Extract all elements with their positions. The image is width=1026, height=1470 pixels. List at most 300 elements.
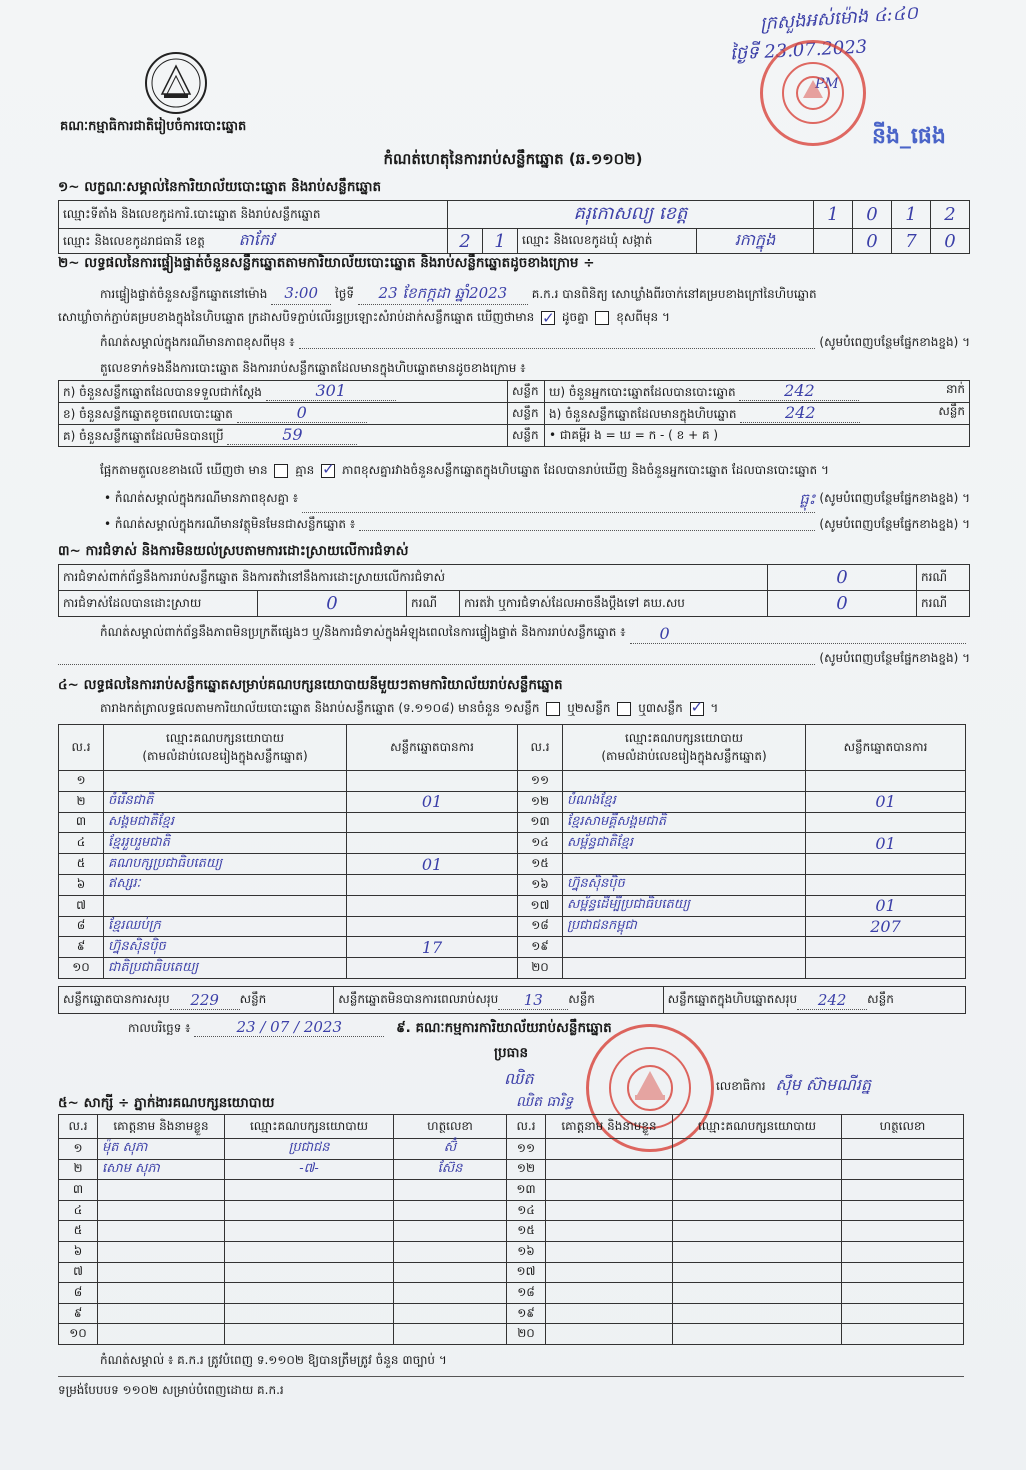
witness-party <box>225 1262 394 1283</box>
result-party <box>563 854 806 875</box>
col-party-label: ឈ្មោះគណបក្សនយោបាយ <box>165 730 285 745</box>
province-row <box>59 229 448 254</box>
witness-signature <box>842 1262 964 1283</box>
figure-unit: សន្លឹក <box>938 404 965 418</box>
witness-row <box>59 1159 964 1180</box>
figure-value: 242 <box>739 381 859 401</box>
result-row <box>59 958 966 979</box>
location-code-digit: 0 <box>853 201 892 229</box>
witness-signature <box>842 1180 964 1201</box>
total-invalid-value: 13 <box>498 991 568 1010</box>
appeal-value: 0 <box>768 591 917 617</box>
witness-name <box>546 1139 673 1160</box>
location-code-digit: 2 <box>931 201 970 229</box>
col-name: គោត្តនាម និងនាមខ្លួន <box>546 1115 673 1139</box>
handwritten-date: ថ្ងៃទី 23.07.2023 <box>729 36 868 65</box>
col-party: ឈ្មោះគណបក្សនយោបាយ <box>673 1115 842 1139</box>
witness-signature <box>842 1241 964 1262</box>
fill-note: (សូមបំពេញបន្ថែមផ្នែកខាងខ្នង) ។ <box>819 335 970 349</box>
col-party <box>104 725 347 771</box>
objection-value: 0 <box>768 565 917 591</box>
form-title: កំណត់ហេតុនៃការរាប់សន្លឹកឆ្នោត (ឆ.១១០២) <box>383 150 643 168</box>
section1-title: ១~ លក្ខណៈសម្គាល់នៃការិយាល័យបោះឆ្នោត និងរាប់សន្លឹកឆ្នោត <box>58 179 382 195</box>
total-invalid-unit: សន្លឹក <box>568 992 595 1006</box>
figure-label: ក) ចំនួនសន្លឹកឆ្នោតដែលបានទទួលជាក់ស្តែង <box>63 385 262 399</box>
witness-party <box>673 1200 842 1221</box>
p1-text-a: ការផ្ទៀងផ្ទាត់ចំនួនសន្លឹកឆ្នោតនៅម៉ោង <box>100 287 268 301</box>
result-row <box>59 771 966 792</box>
result-no: ១០ <box>59 958 104 979</box>
witness-no: ៨ <box>59 1283 98 1304</box>
sign-date-row <box>128 1018 612 1039</box>
result-row <box>59 916 966 937</box>
witness-row <box>59 1324 964 1345</box>
location-label: ឈ្មោះទីតាំង និងលេខកូដការិ.បោះឆ្នោត និងរាប់សន្លឹកឆ្នោត <box>59 201 448 229</box>
witness-signature <box>394 1180 507 1201</box>
result-row <box>59 874 966 895</box>
witness-name <box>98 1221 225 1242</box>
commune-code-blank <box>814 229 853 254</box>
result-party: ប្រជាជនកម្ពុជា <box>563 916 806 937</box>
result-party: ខ្មែរសាមគ្គីសង្គមជាតិ <box>563 812 806 833</box>
total-valid-unit: សន្លឹក <box>239 992 267 1006</box>
p1-text-d: សោឃ្លាំចាក់ភ្ជាប់គម្របខាងក្នុងនៃហិបឆ្នោត ក្រដាសបិទភ្ជាប់លើរន្ធប្រឡោះសំរាប់ដាក់សន្លឹកឆ្នោត ឃើញថាមាន <box>58 310 535 324</box>
diff-text-c: ភាពខុសគ្នារវាងចំនួនសន្លឹកឆ្នោតក្នុងហិបឆ្នោត ដែលបានរាប់ឃើញ និងចំនួនអ្នកបោះឆ្នោត ដែលបានបោះឆ្នោត ។ <box>341 463 829 477</box>
witness-signature <box>842 1221 964 1242</box>
appeal-label: ការតវ៉ា ឬការជំទាស់ដែលអាចនឹងប្តឹងទៅ គឃ.សប <box>460 591 768 617</box>
witness-signature <box>842 1324 964 1345</box>
irregularity-note-row <box>100 624 970 644</box>
col-sign: ហត្ថលេខា <box>842 1115 964 1139</box>
result-no: ១៣ <box>518 812 563 833</box>
result-no: ៣ <box>59 812 104 833</box>
figure-unit: សន្លឹក <box>508 381 545 403</box>
result-party <box>104 895 347 916</box>
witness-party <box>673 1324 842 1345</box>
section1-table <box>58 200 970 254</box>
witness-signature <box>394 1241 507 1262</box>
witness-name <box>98 1262 225 1283</box>
secretary-label: លេខាធិការ <box>716 1079 766 1093</box>
result-no: ៩ <box>59 937 104 958</box>
commune-code-digit: 7 <box>892 229 931 254</box>
result-no: ១ <box>59 771 104 792</box>
witness-name <box>546 1303 673 1324</box>
witness-name <box>98 1324 225 1345</box>
witness-no: ៧ <box>59 1262 98 1283</box>
col-votes: សន្លឹកឆ្នោតបានការ <box>806 725 966 771</box>
figures-intro: តួលេខទាក់ទងនឹងការបោះឆ្នោត និងការរាប់សន្លឹកឆ្នោតដែលមានក្នុងហិបឆ្នោតមានដូចខាងក្រោម ៖ <box>100 361 526 375</box>
witness-party <box>225 1200 394 1221</box>
figure-label: ង) ចំនួនសន្លឹកឆ្នោតដែលមានក្នុងហិបឆ្នោត <box>549 407 737 421</box>
witness-no: ៤ <box>59 1200 98 1221</box>
witness-party <box>225 1180 394 1201</box>
witness-signature <box>394 1283 507 1304</box>
witness-party: ប្រជាជន <box>225 1139 394 1160</box>
result-no: ៧ <box>59 895 104 916</box>
witness-signature <box>394 1200 507 1221</box>
witness-no: ១៩ <box>507 1303 546 1324</box>
figure-unit: នាក់ <box>945 382 965 396</box>
irregularity-note-row2 <box>58 650 970 668</box>
result-votes: 01 <box>806 791 966 812</box>
p1-text-b: ថ្ងៃទី <box>335 287 355 301</box>
witness-name <box>546 1221 673 1242</box>
commune-label: ឈ្មោះ និងលេខកូដឃុំ សង្កាត់ <box>518 229 697 254</box>
result-party <box>104 771 347 792</box>
result-no: ៦ <box>59 874 104 895</box>
witness-signature <box>842 1200 964 1221</box>
secretary-row <box>716 1074 871 1098</box>
witness-row <box>59 1262 964 1283</box>
witness-signature <box>394 1262 507 1283</box>
witness-party <box>225 1241 394 1262</box>
totals-row <box>58 986 966 1014</box>
sign-date-value: 23 / 07 / 2023 <box>194 1018 384 1037</box>
handwritten-pm: PM <box>815 76 839 92</box>
verification-date: 23 ខែកក្កដា ឆ្នាំ2023 <box>358 282 528 305</box>
col-party-sub: (តាមលំដាប់លេខរៀងក្នុងសន្លឹកឆ្នោត) <box>601 748 767 763</box>
result-votes <box>806 937 966 958</box>
diff-checkbox[interactable] <box>595 311 609 325</box>
col-party <box>563 725 806 771</box>
witness-name: សោម សុភា <box>98 1159 225 1180</box>
bullet2-label: • កំណត់សម្គាល់ក្នុងករណីមានវត្ថុមិនមែនជាសន្លឹកឆ្នោត ៖ <box>104 517 356 531</box>
result-votes: 17 <box>347 937 518 958</box>
verification-time: 3:00 <box>271 282 331 305</box>
figure-value: 242 <box>740 403 860 423</box>
figure-row-c <box>59 425 508 447</box>
bullet2-row <box>104 516 970 534</box>
has-diff-checkbox[interactable] <box>274 464 288 478</box>
same-label: ដូចគ្នា <box>561 310 589 324</box>
result-party: ជាតិប្រជាធិបតេយ្យ <box>104 958 347 979</box>
witness-party: -៧- <box>225 1159 394 1180</box>
fill-note: (សូមបំពេញបន្ថែមផ្នែកខាងខ្នង) ។ <box>819 491 970 505</box>
col-no: ល.រ <box>59 725 104 771</box>
total-invalid <box>334 987 663 1013</box>
location-code-digit: 1 <box>814 201 853 229</box>
location-code-digit: 1 <box>892 201 931 229</box>
location-value: គរុកោសល្យ ខេត្ត <box>448 201 814 229</box>
section3-table <box>58 564 970 617</box>
objection-label: ការជំទាស់ពាក់ព័ន្ធនឹងការរាប់សន្លឹកឆ្នោត និងការតវ៉ានៅនឹងការដោះស្រាយលើការជំទាស់ <box>59 565 768 591</box>
two-sheet-checkbox[interactable] <box>617 702 631 716</box>
result-row <box>59 833 966 854</box>
irregularity-note-value: 0 <box>630 624 967 644</box>
result-row <box>59 791 966 812</box>
result-no: ១៨ <box>518 916 563 937</box>
result-votes <box>347 958 518 979</box>
result-votes: 01 <box>806 833 966 854</box>
witness-party <box>225 1324 394 1345</box>
witness-party <box>673 1303 842 1324</box>
witness-signature <box>394 1324 507 1345</box>
figure-label: គ) ចំនួនសន្លឹកឆ្នោតដែលមិនបានប្រើ <box>63 429 224 443</box>
result-no: ១៧ <box>518 895 563 916</box>
witness-signature: ស៊ែន <box>394 1159 507 1180</box>
footnote: កំណត់សម្គាល់ ៖ គ.ក.រ ត្រូវបំពេញ ទ.១១០២ ឱ្យបានត្រឹមត្រូវ ចំនួន ៣ច្បាប់ ។ <box>100 1353 447 1367</box>
result-votes: 01 <box>806 895 966 916</box>
result-no: ២ <box>59 791 104 812</box>
result-party: បំណងខ្មែរ <box>563 791 806 812</box>
figure-row-b <box>59 403 508 425</box>
commune-code-digit: 0 <box>931 229 970 254</box>
result-row <box>59 854 966 875</box>
resolved-value: 0 <box>258 591 407 617</box>
figure-row-d <box>545 381 970 403</box>
total-invalid-label: សន្លឹកឆ្នោតមិនបានការពេលរាប់សរុប <box>338 992 499 1006</box>
witness-no: ៩ <box>59 1303 98 1324</box>
total-valid-label: សន្លឹកឆ្នោតបានការសរុប <box>63 992 170 1006</box>
sign-date-label: កាលបរិច្ឆេទ ៖ <box>128 1021 191 1035</box>
witness-signature <box>394 1221 507 1242</box>
no-diff-checkbox[interactable] <box>321 464 335 478</box>
org-name: គណៈកម្មាធិការជាតិរៀបចំការបោះឆ្នោត <box>60 119 247 134</box>
emblem-logo <box>140 50 212 116</box>
figure-value: 301 <box>266 381 396 401</box>
witness-no: ១៤ <box>507 1200 546 1221</box>
footer-rule <box>58 1376 964 1377</box>
result-no: ២០ <box>518 958 563 979</box>
result-row <box>59 937 966 958</box>
witness-signature <box>394 1303 507 1324</box>
witness-row <box>59 1303 964 1324</box>
verification-paragraph-2: សោឃ្លាំចាក់ភ្ជាប់គម្របខាងក្នុងនៃហិបឆ្នោត ក្រដាសបិទភ្ជាប់លើរន្ធប្រឡោះសំរាប់ដាក់សន្លឹកឆ្នោត ឃើញថាមាន ✓ ដូចគ្នា ខុសពីមុន ។ <box>58 306 970 328</box>
witness-row <box>59 1283 964 1304</box>
result-party <box>563 958 806 979</box>
two-sheet-label: ឬ២សន្លឹក <box>567 701 611 715</box>
witness-name <box>98 1180 225 1201</box>
witness-no: ១១ <box>507 1139 546 1160</box>
figure-unit: សន្លឹក <box>508 403 545 425</box>
witness-no: ២០ <box>507 1324 546 1345</box>
secretary-name: ស៊ឹម ស៊ាមណីរត្ន <box>775 1075 872 1094</box>
figure-label: ឃ) ចំនួនអ្នកបោះឆ្នោតដែលបានបោះឆ្នោត <box>549 385 736 399</box>
committee-title: ៩. គណៈកម្មការការិយាល័យរាប់សន្លឹកឆ្នោត <box>396 1020 612 1036</box>
result-row <box>59 895 966 916</box>
difference-check-row <box>100 462 970 480</box>
result-party: ចំរើនជាតិ <box>104 791 347 812</box>
result-votes <box>347 895 518 916</box>
chair-signature: ឈិត <box>504 1069 534 1088</box>
result-no: ១៤ <box>518 833 563 854</box>
diff-label: ខុសពីមុន <box>616 310 659 324</box>
result-votes: 01 <box>347 854 518 875</box>
result-votes <box>347 874 518 895</box>
witness-row <box>59 1221 964 1242</box>
resolved-label: ការជំទាស់ដែលបានដោះស្រាយ <box>59 591 258 617</box>
total-valid-value: 229 <box>170 991 240 1010</box>
witness-no: ១ <box>59 1139 98 1160</box>
total-box-label: សន្លឹកឆ្នោតក្នុងហិបឆ្នោតសរុប <box>667 992 798 1006</box>
result-party: ហ្វ៊ុនស៊ិនប៉ិច <box>104 937 347 958</box>
diff-text-b: គ្មាន <box>295 463 315 477</box>
result-no: ១២ <box>518 791 563 812</box>
p1-text-c: គ.ក.រ បានពិនិត្យ សោឃ្លាំងពីរចាក់នៅគម្របខាងក្រៅនៃហិបឆ្នោត <box>531 287 817 301</box>
result-votes <box>347 771 518 792</box>
resolved-unit: ករណី <box>407 591 460 617</box>
result-party <box>563 771 806 792</box>
col-no: ល.រ <box>518 725 563 771</box>
result-party: សម្ព័ន្ធដើម្បីប្រជាធិបតេយ្យ <box>563 895 806 916</box>
figure-row-a <box>59 381 508 403</box>
witness-no: ២ <box>59 1159 98 1180</box>
witness-party <box>673 1262 842 1283</box>
result-party: ឥស្សរៈ <box>104 874 347 895</box>
bullet1-label: • កំណត់សម្គាល់ក្នុងករណីមានភាពខុសគ្នា ៖ <box>104 491 299 505</box>
same-checkbox[interactable] <box>541 311 555 325</box>
total-box <box>664 987 965 1013</box>
witness-party <box>225 1303 394 1324</box>
witness-party <box>225 1283 394 1304</box>
province-code-digit: 1 <box>483 229 518 254</box>
witness-party <box>673 1159 842 1180</box>
irregularity-note-line <box>58 650 815 665</box>
witness-name <box>546 1241 673 1262</box>
witness-name: ម៉ុត សុភា <box>98 1139 225 1160</box>
footer-text: ទម្រង់បែបបទ ១១០២ សម្រាប់បំពេញដោយ គ.ក.រ <box>58 1383 284 1397</box>
witness-name <box>98 1283 225 1304</box>
witness-party <box>673 1180 842 1201</box>
witness-name <box>546 1200 673 1221</box>
official-seal-top <box>760 40 866 146</box>
witness-name <box>98 1241 225 1262</box>
difference-note-line <box>299 334 816 349</box>
result-no: ១៦ <box>518 874 563 895</box>
objection-unit: ករណី <box>917 565 970 591</box>
corner-code-stamp: នីង_ផេង <box>872 124 946 149</box>
result-party: ខ្មែរឈប់ក្រ <box>104 916 347 937</box>
result-votes <box>347 812 518 833</box>
commune-value: រកាក្នុង <box>697 229 814 254</box>
figure-row-e <box>545 403 970 425</box>
witness-no: ១៣ <box>507 1180 546 1201</box>
witness-name <box>546 1180 673 1201</box>
result-no: ១៩ <box>518 937 563 958</box>
col-party: ឈ្មោះគណបក្សនយោបាយ <box>225 1115 394 1139</box>
handwritten-time: ក្រសួងអស់ម៉ោង ៤:៤០ <box>759 2 919 35</box>
fill-note: (សូមបំពេញបន្ថែមផ្នែកខាងខ្នង) ។ <box>819 517 970 531</box>
witness-row <box>59 1241 964 1262</box>
result-votes: 207 <box>806 916 966 937</box>
witness-party <box>673 1283 842 1304</box>
witness-party <box>673 1221 842 1242</box>
col-sign: ហត្ថលេខា <box>394 1115 507 1139</box>
witness-name <box>546 1283 673 1304</box>
difference-note-row <box>100 334 970 352</box>
bullet2-line <box>359 516 815 531</box>
result-no: ១៥ <box>518 854 563 875</box>
witness-no: ១៧ <box>507 1262 546 1283</box>
verification-paragraph <box>100 282 970 305</box>
section3-title: ៣~ ការជំទាស់ និងការមិនយល់ស្របតាមការដោះស្រាយលើការជំទាស់ <box>58 543 409 559</box>
witness-name <box>546 1324 673 1345</box>
bullet1-value: ធ្លុះ <box>302 490 815 513</box>
three-sheet-checkbox[interactable] <box>690 702 704 716</box>
section4-intro: តារាងកត់ត្រាលទ្ធផលតាមការិយាល័យបោះឆ្នោត និងរាប់សន្លឹកឆ្នោត (ទ.១១០៨) មានចំនួន ១សន្លឹក <box>100 701 540 715</box>
witness-signature <box>842 1159 964 1180</box>
result-party: ខ្មែររួបរួមជាតិ <box>104 833 347 854</box>
witness-signature <box>842 1283 964 1304</box>
bullet1-row <box>104 490 970 513</box>
one-sheet-checkbox[interactable] <box>546 702 560 716</box>
witness-signature <box>842 1303 964 1324</box>
total-box-value: 242 <box>797 991 867 1010</box>
chair-label: ប្រធាន <box>494 1045 529 1061</box>
witness-row <box>59 1200 964 1221</box>
witness-no: ១៨ <box>507 1283 546 1304</box>
total-valid <box>59 987 334 1013</box>
witness-no: ១៦ <box>507 1241 546 1262</box>
figure-value: 59 <box>227 425 357 445</box>
province-code-digit: 2 <box>448 229 483 254</box>
witness-table <box>58 1114 964 1345</box>
col-party-label: ឈ្មោះគណបក្សនយោបាយ <box>624 730 744 745</box>
result-party: សម្ព័ន្ធជាតិខ្មែរ <box>563 833 806 854</box>
difference-note-label: កំណត់សម្គាល់ក្នុងករណីមានភាពខុសពីមុន ៖ <box>100 335 295 349</box>
result-votes <box>806 958 966 979</box>
figure-unit: សន្លឹក <box>508 425 545 447</box>
province-label: ឈ្មោះ និងលេខកូដរាជធានី ខេត្ត <box>63 234 205 248</box>
col-no: ល.រ <box>507 1115 546 1139</box>
fill-note: (សូមបំពេញបន្ថែមផ្នែកខាងខ្នង) ។ <box>819 651 970 665</box>
result-votes <box>806 812 966 833</box>
col-no: ល.រ <box>59 1115 98 1139</box>
result-votes: 01 <box>347 791 518 812</box>
witness-row <box>59 1180 964 1201</box>
section4-intro-row: តារាងកត់ត្រាលទ្ធផលតាមការិយាល័យបោះឆ្នោត និងរាប់សន្លឹកឆ្នោត (ទ.១១០៨) មានចំនួន ១សន្លឹក ឬ២សន្លឹក ឬ៣សន្លឹក ✓ ។ <box>100 700 718 718</box>
irregularity-note-label: កំណត់សម្គាល់ពាក់ព័ន្ធនឹងភាពមិនប្រក្រតីផ្សេងៗ ឬ/និងការជំទាស់ក្នុងអំឡុងពេលនៃការផ្ទៀងផ្ទាត់ និងការរាប់សន្លឹកឆ្នោត ៖ <box>100 625 626 639</box>
col-votes: សន្លឹកឆ្នោតបានការ <box>347 725 518 771</box>
witness-party <box>673 1241 842 1262</box>
col-party-sub: (តាមលំដាប់លេខរៀងក្នុងសន្លឹកឆ្នោត) <box>142 748 308 763</box>
witness-signature <box>842 1139 964 1160</box>
result-votes <box>806 874 966 895</box>
witness-name <box>98 1200 225 1221</box>
result-votes <box>806 854 966 875</box>
witness-no: ១៥ <box>507 1221 546 1242</box>
witness-party <box>225 1221 394 1242</box>
appeal-unit: ករណី <box>917 591 970 617</box>
figure-value: 0 <box>237 403 367 423</box>
witness-no: ១០ <box>59 1324 98 1345</box>
witness-no: ៦ <box>59 1241 98 1262</box>
section5-title: ៥~ សាក្សី ÷ ភ្នាក់ងារគណបក្សនយោបាយ <box>58 1095 275 1111</box>
witness-party <box>673 1139 842 1160</box>
three-sheet-label: ឬ៣សន្លឹក <box>638 701 683 715</box>
witness-name <box>546 1159 673 1180</box>
result-party: គណបក្សប្រជាធិបតេយ្យ <box>104 854 347 875</box>
total-box-unit: សន្លឹក <box>867 992 894 1006</box>
result-no: ១១ <box>518 771 563 792</box>
result-votes <box>347 833 518 854</box>
section2-title: ២~ លទ្ធផលនៃការផ្ទៀងផ្ទាត់ចំនួនសន្លឹកឆ្នោតតាមការិយាល័យបោះឆ្នោត និងរាប់សន្លឹកឆ្នោតដូចខាងក្រោម ÷ <box>58 255 595 271</box>
witness-no: ១២ <box>507 1159 546 1180</box>
result-no: ៥ <box>59 854 104 875</box>
result-party <box>563 937 806 958</box>
formula-note: • ជាគម្ពីរ ង = ឃ = ក - ( ខ + គ ) <box>545 425 970 447</box>
result-no: ៤ <box>59 833 104 854</box>
witness-row <box>59 1139 964 1160</box>
witness-no: ៣ <box>59 1180 98 1201</box>
results-table <box>58 724 966 979</box>
figure-label: ខ) ចំនួនសន្លឹកឆ្នោតខូចពេលបោះឆ្នោត <box>63 407 233 421</box>
province-value: តាកែវ <box>238 230 275 249</box>
figures-table <box>58 380 970 447</box>
section4-title: ៤~ លទ្ធផលនៃការរាប់សន្លឹកឆ្នោតសម្រាប់គណបក្សនយោបាយនីមួយៗតាមការិយាល័យរាប់សន្លឹកឆ្នោត <box>58 677 563 693</box>
witness-no: ៥ <box>59 1221 98 1242</box>
